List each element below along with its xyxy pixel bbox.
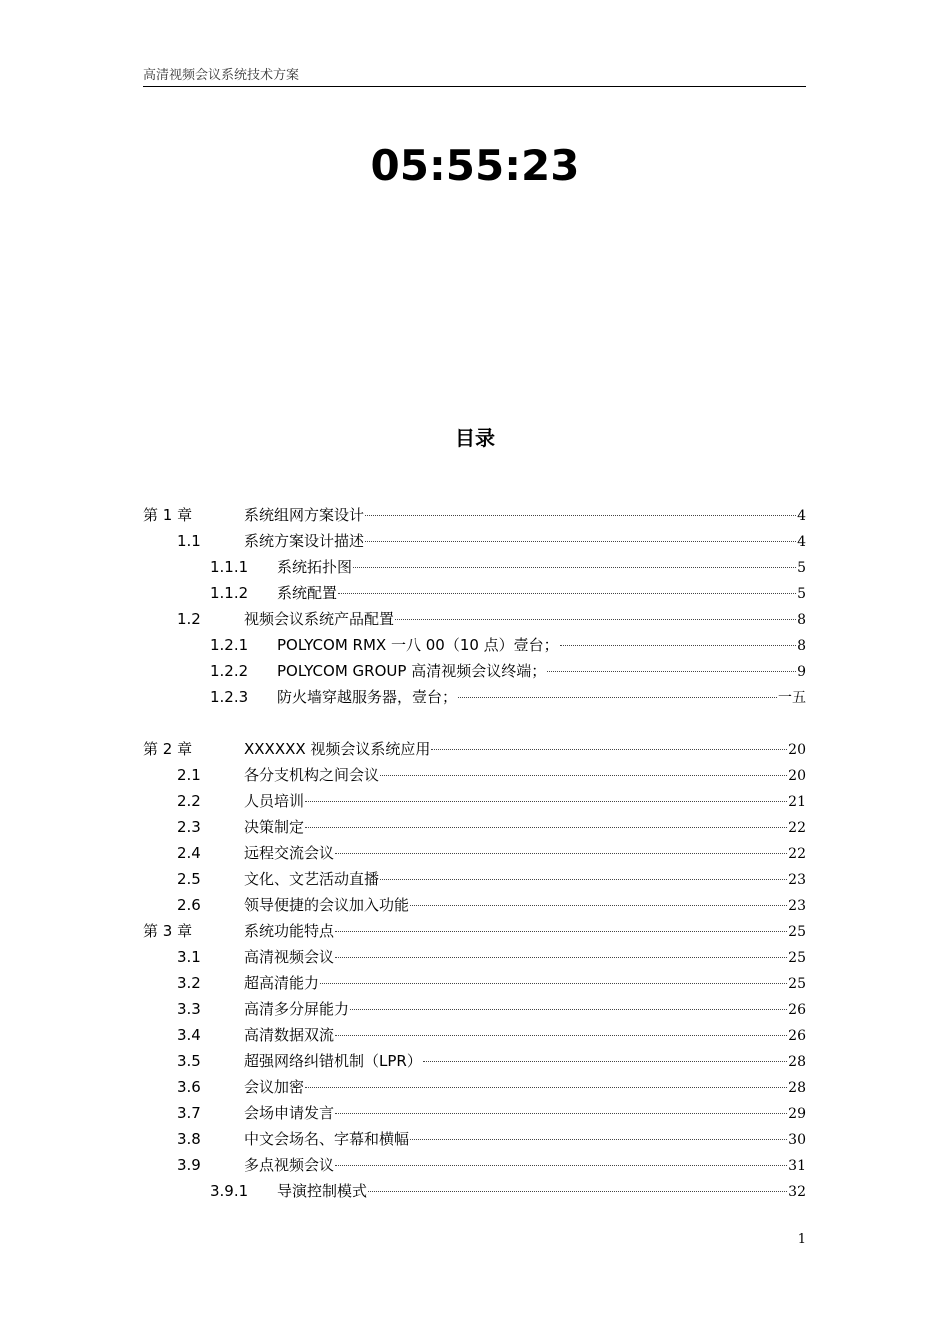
toc-entry[interactable] [143,684,806,710]
toc-entry-page: 25 [788,924,806,940]
toc-dot-leader [380,775,787,776]
toc-entry-number: 第 1 章 [143,506,193,524]
toc-entry[interactable] [143,528,806,554]
toc-entry-number: 3.8 [177,1130,201,1148]
table-of-contents [143,502,806,1204]
toc-dot-leader [365,541,796,542]
toc-entry-label: 视频会议系统产品配置 [244,610,395,628]
toc-dot-leader [365,515,796,516]
toc-dot-leader [305,801,787,802]
toc-dot-leader [335,1165,787,1166]
toc-dot-leader [368,1191,787,1192]
toc-entry-label: 高清多分屏能力 [244,1000,350,1018]
toc-entry[interactable] [143,814,806,840]
toc-entry-page: 22 [788,846,806,862]
toc-entry-label: 人员培训 [244,792,305,810]
toc-dot-leader [335,1035,787,1036]
toc-entry-number: 3.5 [177,1052,201,1070]
document-title: 05:55:23 [370,141,580,190]
toc-entry-page: 4 [797,534,806,550]
toc-dot-leader [353,567,796,568]
toc-dot-leader [431,749,787,750]
toc-entry-page: 25 [788,950,806,966]
toc-entry-number: 1.1 [177,532,201,550]
toc-entry-page: 25 [788,976,806,992]
toc-entry[interactable] [143,1100,806,1126]
toc-entry-page: 31 [788,1158,806,1174]
toc-entry-page: 4 [797,508,806,524]
toc-entry[interactable] [143,502,806,528]
toc-entry-label: 高清视频会议 [244,948,335,966]
toc-entry-label: 超高清能力 [244,974,320,992]
toc-dot-leader [423,1061,787,1062]
toc-dot-leader [335,1113,787,1114]
toc-dot-leader [335,853,787,854]
toc-entry-page: 23 [788,872,806,888]
toc-entry-label: 中文会场名、字幕和横幅 [244,1130,410,1148]
toc-entry-page: 9 [797,664,806,680]
toc-entry-number: 1.2 [177,610,201,628]
toc-dot-leader [305,827,787,828]
toc-entry-number: 1.2.1 [210,636,249,654]
toc-entry[interactable] [143,762,806,788]
toc-entry-page: 20 [788,742,806,758]
toc-entry[interactable] [143,1178,806,1204]
toc-entry-number: 第 3 章 [143,922,193,940]
toc-dot-leader [410,1139,787,1140]
toc-entry-number: 1.2.2 [210,662,249,680]
toc-entry[interactable] [143,1152,806,1178]
toc-dot-leader [335,957,787,958]
toc-entry-page: 30 [788,1132,806,1148]
toc-entry-label: 超强网络纠错机制（LPR） [244,1052,422,1070]
toc-entry-label: 系统功能特点 [244,922,335,940]
toc-entry-page: 5 [797,560,806,576]
toc-entry-page: 26 [788,1002,806,1018]
toc-dot-leader [560,645,796,646]
toc-entry-page: 23 [788,898,806,914]
toc-entry[interactable] [143,606,806,632]
toc-dot-leader [547,671,796,672]
toc-dot-leader [395,619,796,620]
toc-entry[interactable] [143,918,806,944]
toc-entry-page: 5 [797,586,806,602]
toc-entry[interactable] [143,1074,806,1100]
toc-entry[interactable] [143,1022,806,1048]
toc-entry-label: 系统配置 [277,584,338,602]
toc-entry-page: 8 [797,612,806,628]
toc-entry-number: 第 2 章 [143,740,193,758]
toc-entry-number: 2.2 [177,792,201,810]
toc-entry-page: 8 [797,638,806,654]
toc-entry[interactable] [143,632,806,658]
toc-entry-label: 高清数据双流 [244,1026,335,1044]
toc-entry-number: 2.3 [177,818,201,836]
toc-entry[interactable] [143,892,806,918]
toc-entry-label: 会议加密 [244,1078,305,1096]
toc-dot-leader [338,593,796,594]
toc-entry[interactable] [143,554,806,580]
toc-dot-leader [305,1087,787,1088]
toc-entry-number: 2.1 [177,766,201,784]
toc-entry-page: 21 [788,794,806,810]
toc-entry[interactable] [143,866,806,892]
toc-entry-page: 32 [788,1184,806,1200]
toc-heading: 目录 [455,426,495,450]
toc-entry[interactable] [143,736,806,762]
toc-entry-number: 1.1.2 [210,584,249,602]
toc-entry-page: 28 [788,1080,806,1096]
toc-entry-number: 1.1.1 [210,558,249,576]
toc-entry-label: 系统方案设计描述 [244,532,365,550]
toc-dot-leader [458,697,777,698]
toc-entry-number: 2.5 [177,870,201,888]
toc-entry[interactable] [143,580,806,606]
toc-entry-label: POLYCOM RMX 一八 00（10 点）壹台； [277,636,559,654]
toc-entry[interactable] [143,1048,806,1074]
toc-entry-number: 2.4 [177,844,201,862]
toc-entry-page: 22 [788,820,806,836]
toc-entry-label: 多点视频会议 [244,1156,335,1174]
toc-entry[interactable] [143,996,806,1022]
toc-entry-number: 1.2.3 [210,688,249,706]
toc-entry-number: 3.2 [177,974,201,992]
toc-dot-leader [335,931,787,932]
toc-entry-page: 29 [788,1106,806,1122]
toc-entry-label: 系统拓扑图 [277,558,353,576]
toc-entry-number: 3.9 [177,1156,201,1174]
toc-entry-number: 3.9.1 [210,1182,249,1200]
footer-page-number: 1 [797,1232,806,1247]
toc-entry[interactable] [143,1126,806,1152]
toc-entry-label: POLYCOM GROUP 高清视频会议终端； [277,662,547,680]
page-header: 高清视频会议系统技术方案 [143,66,806,87]
toc-entry[interactable] [143,840,806,866]
toc-entry-label: 远程交流会议 [244,844,335,862]
toc-entry-page: 一五 [778,690,806,706]
toc-entry[interactable] [143,788,806,814]
toc-entry-number: 3.4 [177,1026,201,1044]
toc-entry-label: 系统组网方案设计 [244,506,365,524]
toc-entry[interactable] [143,658,806,684]
toc-entry-page: 26 [788,1028,806,1044]
toc-dot-leader [350,1009,787,1010]
toc-entry-number: 2.6 [177,896,201,914]
toc-entry-label: 导演控制模式 [277,1182,368,1200]
toc-entry-label: 会场申请发言 [244,1104,335,1122]
toc-entry-page: 28 [788,1054,806,1070]
toc-entry-label: 文化、文艺活动直播 [244,870,380,888]
toc-entry-number: 3.3 [177,1000,201,1018]
toc-dot-leader [410,905,787,906]
toc-entry-label: XXXXXX 视频会议系统应用 [244,740,431,758]
toc-dot-leader [320,983,787,984]
toc-entry-label: 防火墙穿越服务器，壹台； [277,688,458,706]
toc-entry[interactable] [143,944,806,970]
toc-entry-number: 3.1 [177,948,201,966]
toc-entry-label: 领导便捷的会议加入功能 [244,896,410,914]
toc-entry-page: 20 [788,768,806,784]
toc-entry[interactable] [143,970,806,996]
toc-entry-number: 3.7 [177,1104,201,1122]
toc-entry-label: 各分支机构之间会议 [244,766,380,784]
toc-entry-label: 决策制定 [244,818,305,836]
toc-dot-leader [380,879,787,880]
toc-entry-number: 3.6 [177,1078,201,1096]
